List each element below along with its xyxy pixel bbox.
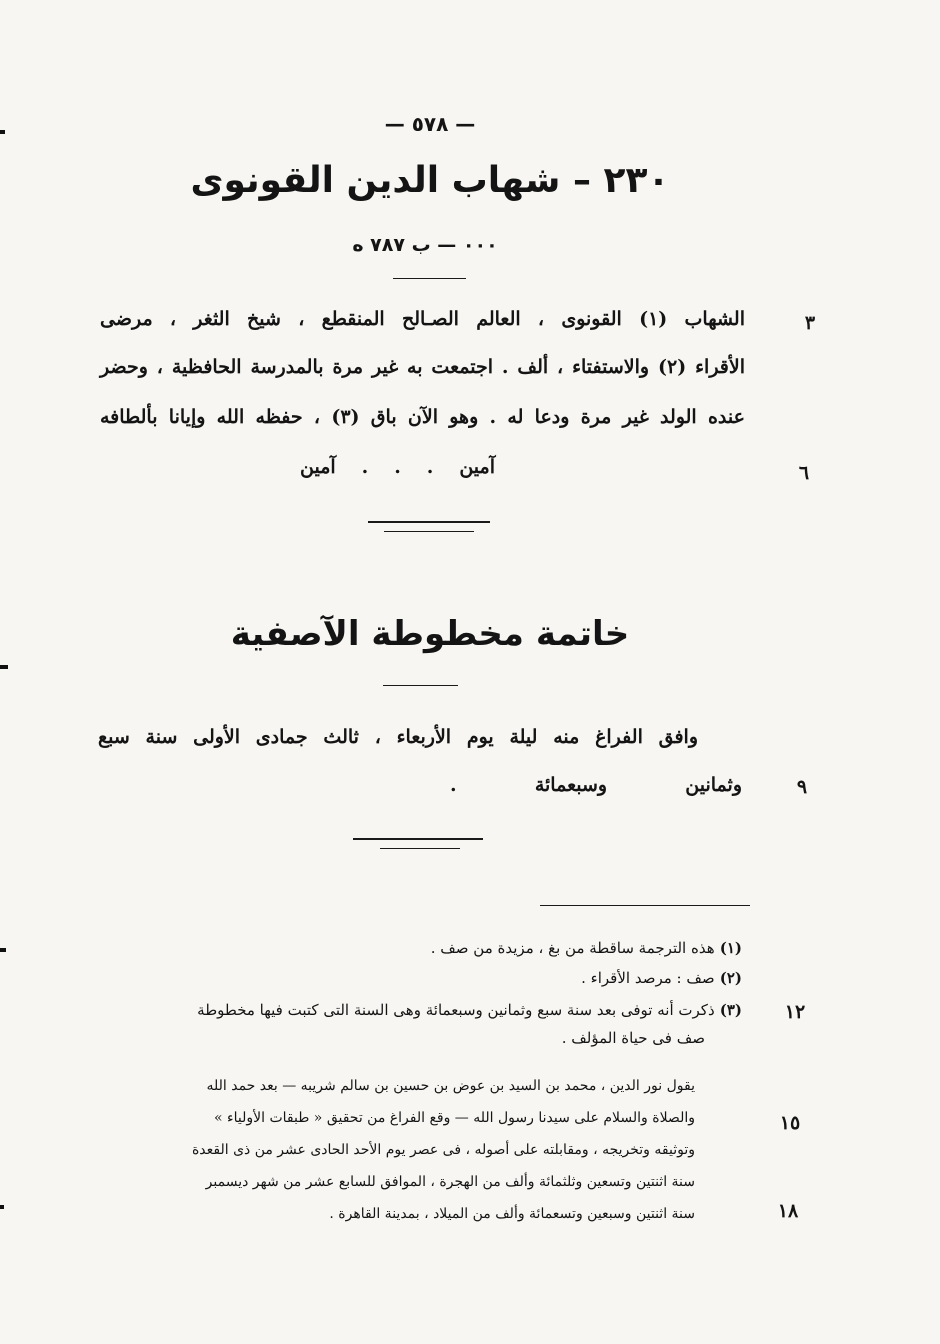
footnote-mark: (٢) bbox=[719, 969, 742, 987]
editor-note-line: سنة اثنتين وسبعين وتسعمائة وألف من الميلاد ، بمدينة القاهرة . bbox=[329, 1206, 695, 1222]
entry-line: عنده الولد غير مرة ودعا له . وهو الآن باق (٣) ، حفظه الله وإيانا بألطافه bbox=[100, 406, 745, 428]
footnote-item bbox=[250, 938, 742, 957]
footnote-mark: (١) bbox=[719, 939, 742, 957]
heading-divider bbox=[383, 685, 458, 686]
entry-line: آمين . . . آمين bbox=[300, 456, 495, 478]
entry-title: ٢٣٠ – شهاب الدين القونوى bbox=[190, 160, 670, 201]
scan-edge-mark bbox=[0, 130, 5, 134]
section-divider bbox=[380, 848, 460, 849]
entry-dates: ٠٠٠ — ب ٧٨٧ ه bbox=[352, 234, 498, 256]
footnote-mark: (٣) bbox=[719, 1001, 742, 1019]
section-heading: خاتمة مخطوطة الآصفية bbox=[230, 614, 630, 654]
section-divider bbox=[353, 838, 483, 840]
footnote-text: صف : مرصد الأقراء . bbox=[581, 969, 715, 987]
section-divider bbox=[384, 531, 474, 532]
editor-note-line: وتوثيقه وتخريجه ، ومقابلته على أصوله ، فى عصر يوم الأحد الحادى عشر من ذى القعدة bbox=[191, 1142, 695, 1158]
editor-note-line: والصلاة والسلام على سيدنا رسول الله — وقع الفراغ من تحقيق « طبقات الأولياء » bbox=[214, 1110, 695, 1126]
scan-edge-mark bbox=[0, 1205, 4, 1209]
title-divider bbox=[393, 278, 466, 279]
colophon-line: وافق الفراغ منه ليلة يوم الأربعاء ، ثالث جمادى الأولى سنة سبع bbox=[98, 726, 698, 748]
footnote-text: هذه الترجمة ساقطة من بغ ، مزيدة من صف . bbox=[430, 939, 715, 957]
footnote-separator bbox=[540, 905, 750, 906]
footnote-continuation: صف فى حياة المؤلف . bbox=[561, 1029, 705, 1047]
line-number: ١٨ bbox=[777, 1200, 799, 1222]
scan-edge-mark bbox=[0, 948, 6, 952]
footnote-item bbox=[400, 968, 742, 987]
line-number: ٣ bbox=[804, 312, 816, 334]
entry-line: الأقراء (٢) والاستفتاء ، ألف . اجتمعت به غير مرة بالمدرسة الحافظية ، وحضر bbox=[100, 356, 746, 378]
page-number: — ٥٧٨ — bbox=[384, 112, 476, 136]
footnote-item bbox=[90, 1000, 742, 1019]
colophon-line: وثمانين وسبعمائة . bbox=[450, 774, 742, 796]
section-divider bbox=[368, 521, 490, 523]
footnote-text: ذكرت أنه توفى بعد سنة سبع وثمانين وسبعمائة وهى السنة التى كتبت فيها مخطوطة bbox=[197, 1001, 715, 1019]
line-number: ١٥ bbox=[779, 1112, 801, 1134]
scan-edge-mark bbox=[0, 665, 8, 669]
editor-note-line: يقول نور الدين ، محمد بن السيد بن عوض بن حسين بن سالم شريبه — بعد حمد الله bbox=[206, 1078, 695, 1094]
line-number: ٩ bbox=[796, 776, 808, 798]
editor-note-line: سنة اثنتين وتسعين وثلثمائة وألف من الهجرة ، الموافق للسابع عشر من شهر ديسمبر bbox=[205, 1174, 695, 1190]
line-number: ١٢ bbox=[784, 1001, 806, 1023]
line-number: ٦ bbox=[798, 462, 810, 484]
entry-line: الشهاب (١) القونوى ، العالم الصـالح المنقطع ، شيخ الثغر ، مرضى bbox=[100, 308, 745, 330]
